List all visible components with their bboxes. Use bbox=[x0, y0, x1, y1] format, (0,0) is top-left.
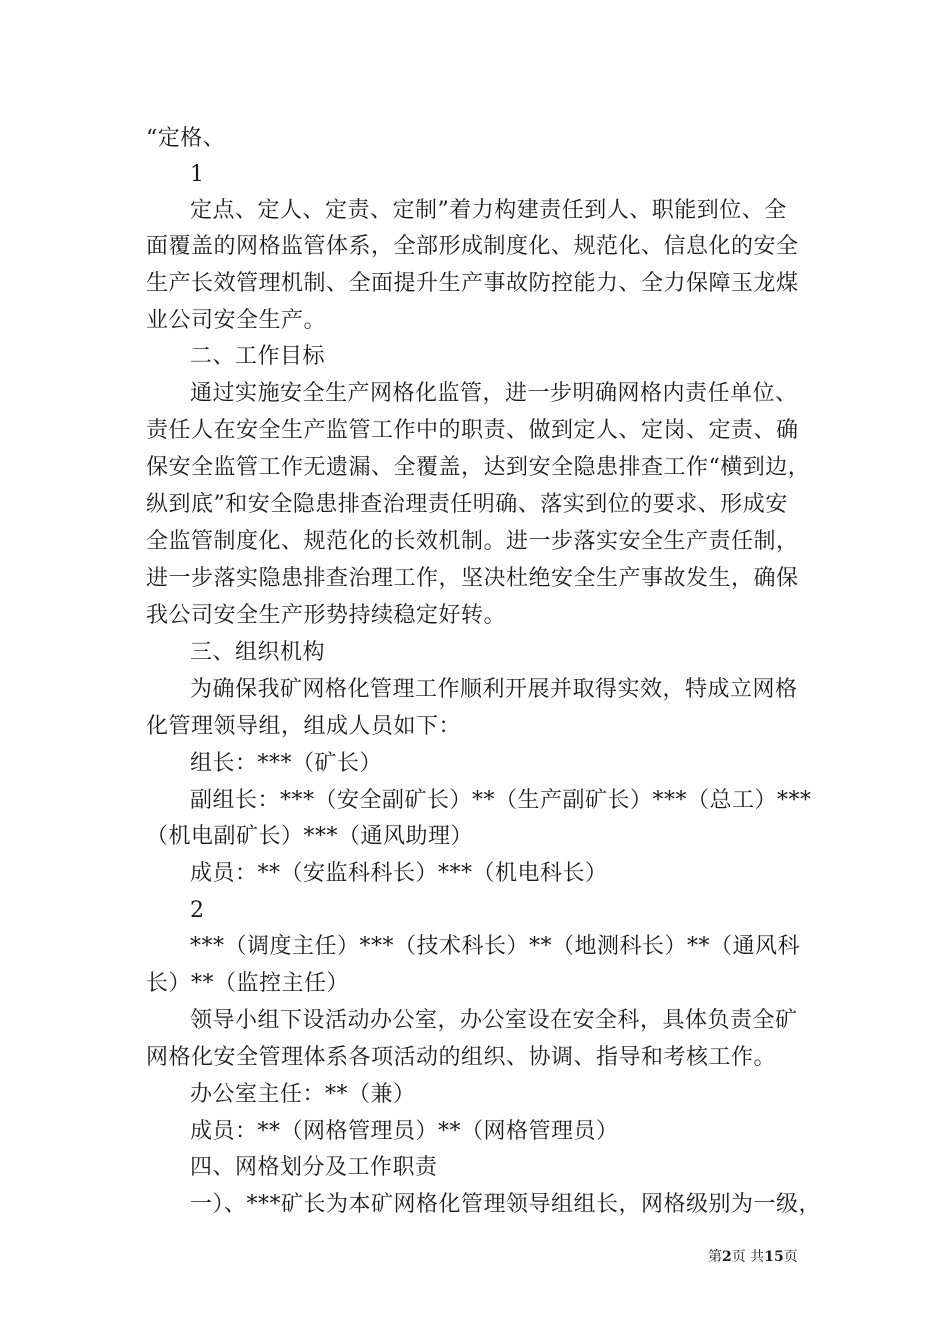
text-line: （机电副矿长）***（通风助理） bbox=[146, 824, 474, 849]
footer-middle: 页 共 bbox=[731, 1249, 765, 1265]
text-line: 进一步落实隐患排查治理工作，坚决杜绝安全生产事故发生，确保 bbox=[146, 566, 799, 591]
footer-suffix: 页 bbox=[783, 1249, 798, 1265]
text-line: ***（调度主任）***（技术科长）**（地测科长）**（通风科 bbox=[190, 934, 801, 959]
text-line: 网格化安全管理体系各项活动的组织、协调、指导和考核工作。 bbox=[146, 1045, 777, 1070]
text-line: 纵到底”和安全隐患排查治理责任明确、落实到位的要求、形成安 bbox=[146, 492, 788, 517]
footer-prefix: 第 bbox=[708, 1249, 722, 1265]
text-line: 一）、***矿长为本矿网格化管理领导组组长，网格级别为一级， bbox=[190, 1192, 822, 1217]
text-line: 定点、定人、定责、定制”着力构建责任到人、职能到位、全 bbox=[190, 198, 787, 223]
footer-page-number: 2 bbox=[722, 1249, 732, 1265]
text-line: 保安全监管工作无遗漏、全覆盖，达到安全隐患排查工作“横到边， bbox=[146, 455, 811, 480]
text-line: 副组长：***（安全副矿长）**（生产副矿长）***（总工）*** bbox=[190, 788, 812, 813]
text-line: 业公司安全生产。 bbox=[146, 308, 327, 333]
text-line: 成员：**（网格管理员）**（网格管理员） bbox=[190, 1119, 619, 1144]
text-line: 面覆盖的网格监管体系，全部形成制度化、规范化、信息化的安全 bbox=[146, 234, 799, 259]
text-line: 通过实施安全生产网格化监管，进一步明确网格内责任单位、 bbox=[190, 381, 798, 406]
text-line: 全监管制度化、规范化的长效机制。进一步落实安全生产责任制， bbox=[146, 529, 799, 554]
text-line: 责任人在安全生产监管工作中的职责、做到定人、定岗、定责、确 bbox=[146, 418, 799, 443]
text-line: 1 bbox=[190, 162, 205, 187]
footer-total-pages: 15 bbox=[764, 1249, 784, 1265]
text-line: 2 bbox=[190, 898, 205, 923]
text-line: 领导小组下设活动办公室，办公室设在安全科，具体负责全矿 bbox=[190, 1008, 798, 1033]
page-footer bbox=[708, 1248, 798, 1266]
text-line: 生产长效管理机制、全面提升生产事故防控能力、全力保障玉龙煤 bbox=[146, 271, 799, 296]
text-line: 成员：**（安监科科长）***（机电科长） bbox=[190, 861, 608, 886]
text-line: 组长：***（矿长） bbox=[190, 751, 383, 776]
text-line: 我公司安全生产形势持续稳定好转。 bbox=[146, 603, 507, 628]
text-line: 办公室主任：**（兼） bbox=[190, 1082, 416, 1107]
text-line: 化管理领导组，组成人员如下： bbox=[146, 714, 462, 739]
text-line: “定格、 bbox=[146, 126, 226, 151]
section-heading: 二、工作目标 bbox=[190, 344, 326, 369]
section-heading: 三、组织机构 bbox=[190, 640, 326, 665]
text-line: 为确保我矿网格化管理工作顺利开展并取得实效，特成立网格 bbox=[190, 677, 798, 702]
text-line: 长）**（监控主任） bbox=[146, 971, 350, 996]
section-heading: 四、网格划分及工作职责 bbox=[190, 1155, 438, 1180]
